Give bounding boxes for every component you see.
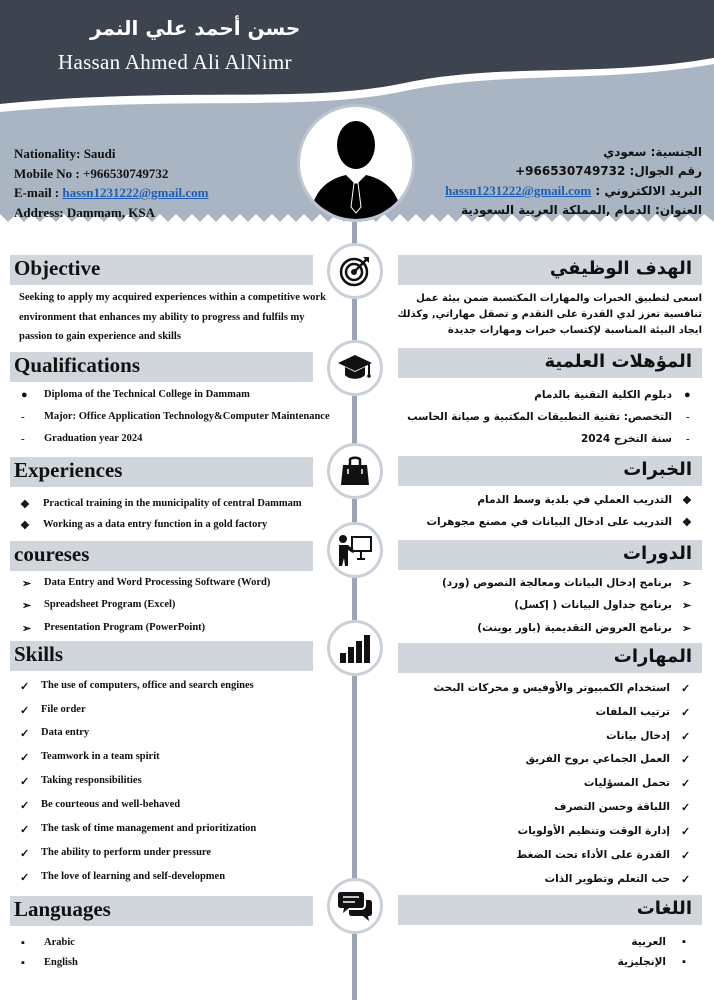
- qualification-item-ar: دبلوم الكلية التقنية بالدمام: [534, 389, 672, 401]
- course-marker: ➢: [22, 600, 32, 612]
- person-silhouette-icon: [300, 107, 412, 219]
- section-title-languages-ar: اللغات: [636, 898, 692, 919]
- qualification-marker-ar: -: [686, 411, 690, 423]
- section-title-objective-en: Objective: [14, 256, 101, 280]
- skill-marker: ✓: [20, 776, 30, 788]
- skill-item-ar: استخدام الكمبيوتر والأوفيس و محركات البحث: [433, 682, 670, 694]
- language-item-ar: العربية: [631, 936, 666, 948]
- experience-marker-ar: ❖: [682, 517, 692, 529]
- skill-item-en: The task of time management and prioritization: [41, 823, 257, 834]
- mobile-ar: رقم الجوال: 966530749732+: [515, 164, 702, 178]
- skill-marker: ✓: [20, 800, 30, 812]
- objective-text-ar: اسعى لتطبيق الخبرات والمهارات المكتسبة ضمن بيئة عمل تنافسية تعزز لدي القدرة على التقدم و تصقل مهاراتي, وكذلك ايجاد البيئة المناسبة لإكتساب خبرات ومهارات جديدة: [397, 293, 702, 336]
- course-item-ar: برنامج جداول البيانات ( إكسل): [514, 599, 672, 611]
- skill-item-ar: ترتيب الملفات: [595, 706, 670, 718]
- chat-bubbles-icon: [337, 890, 373, 922]
- section-title-courses-en: coureses: [14, 542, 90, 566]
- skill-marker-ar: ✓: [681, 754, 691, 766]
- qualification-marker-ar: ●: [684, 389, 691, 401]
- skill-marker: ✓: [20, 705, 30, 717]
- skill-item-en: The use of computers, office and search engines: [41, 680, 254, 691]
- skill-item-en: The ability to perform under pressure: [41, 847, 212, 858]
- language-marker: ▪: [21, 937, 25, 949]
- section-title-experiences-en: Experiences: [14, 458, 123, 482]
- section-header-languages-en: [10, 896, 313, 926]
- course-marker-ar: ➢: [682, 600, 692, 612]
- qualification-marker: ●: [21, 389, 28, 401]
- address-ar: العنوان: الدمام ,المملكة العربية السعودية: [461, 203, 702, 217]
- qualification-marker: -: [21, 433, 25, 445]
- qualification-item-en: Graduation year 2024: [44, 433, 143, 444]
- language-marker-ar: ▪: [682, 956, 686, 968]
- section-header-languages-ar: [398, 895, 702, 925]
- skill-marker: ✓: [20, 681, 30, 693]
- email-row-ar: [445, 181, 702, 201]
- skill-marker: ✓: [20, 824, 30, 836]
- experience-item-en: Working as a data entry function in a gold factory: [43, 519, 268, 530]
- objective-text-en: Seeking to apply my acquired experiences within a competitive work environment that enhances my ability to progress and fulfils my passion to gain experience and skills: [19, 292, 326, 342]
- skill-marker-ar: ✓: [681, 850, 691, 862]
- section-title-skills-ar: المهارات: [613, 646, 692, 667]
- address-en: Address: Dammam, KSA: [14, 204, 155, 220]
- name-arabic: حسن أحمد علي النمر: [90, 16, 301, 40]
- experience-item-en: Practical training in the municipality of central Dammam: [43, 498, 302, 509]
- skill-item-ar: إدخال بيانات: [606, 730, 670, 742]
- section-title-languages-en: Languages: [14, 897, 111, 921]
- section-header-objective-en: [10, 255, 313, 285]
- email-label-en: E-mail :: [14, 185, 63, 200]
- skill-marker-ar: ✓: [681, 778, 691, 790]
- course-marker: ➢: [22, 578, 32, 590]
- skill-marker: ✓: [20, 752, 30, 764]
- skill-item-ar: حب التعلم وتطوير الذات: [544, 873, 670, 885]
- course-marker-ar: ➢: [682, 623, 692, 635]
- email-link-ar[interactable]: hassn1231222@gmail.com: [445, 183, 592, 198]
- experience-marker-ar: ❖: [682, 495, 692, 507]
- skill-marker-ar: ✓: [681, 707, 691, 719]
- language-item-ar: الإنجليزية: [617, 956, 666, 968]
- experience-item-ar: التدريب العملي في بلدية وسط الدمام: [477, 494, 672, 506]
- qualifications-icon-circle: [327, 340, 383, 396]
- section-header-experiences-ar: [398, 456, 702, 486]
- qualification-item-ar: سنة التخرج 2024: [580, 433, 672, 445]
- language-item-en: English: [44, 957, 78, 968]
- bar-chart-icon: [338, 631, 372, 665]
- experience-marker: ❖: [20, 520, 30, 532]
- contact-info-arabic: [445, 143, 702, 220]
- language-item-en: Arabic: [44, 937, 75, 948]
- skill-item-en: The love of learning and self-developmen: [41, 871, 226, 882]
- skill-marker: ✓: [20, 848, 30, 860]
- language-marker: ▪: [21, 957, 25, 969]
- nationality-en: Nationality: Saudi: [14, 146, 116, 161]
- skill-item-ar: تحمل المسؤليات: [583, 777, 670, 789]
- email-row-en: [14, 183, 208, 203]
- skill-item-en: Be courteous and well-behaved: [41, 799, 181, 810]
- skill-marker-ar: ✓: [681, 826, 691, 838]
- contact-info-english: [14, 144, 208, 222]
- section-title-objective-ar: الهدف الوظيفي: [549, 258, 692, 279]
- section-title-courses-ar: الدورات: [622, 543, 692, 564]
- section-title-experiences-ar: الخبرات: [623, 459, 692, 480]
- skill-marker: ✓: [20, 872, 30, 884]
- skill-item-ar: العمل الجماعي بروح الفريق: [525, 753, 670, 765]
- skill-item-ar: إدارة الوقت وتنظيم الأولويات: [517, 825, 670, 837]
- course-item-ar: برنامج العروض التقديمية (باور بوينت): [477, 622, 672, 634]
- languages-icon-circle: [327, 878, 383, 934]
- section-title-skills-en: Skills: [14, 642, 64, 666]
- language-marker-ar: ▪: [682, 936, 686, 948]
- course-marker: ➢: [22, 623, 32, 635]
- email-link-en[interactable]: hassn1231222@gmail.com: [62, 185, 209, 200]
- graduation-cap-icon: [337, 353, 373, 383]
- name-english: Hassan Ahmed Ali AlNimr: [58, 50, 292, 74]
- skill-marker-ar: ✓: [681, 731, 691, 743]
- course-item-en: Spreadsheet Program (Excel): [44, 599, 176, 610]
- qualification-item-en: Diploma of the Technical College in Dammam: [44, 389, 250, 400]
- section-header-qualifications-en: [10, 352, 313, 382]
- qualification-item-ar: التخصص: تقنية التطبيقات المكتبية و صيانة الحاسب: [407, 411, 672, 423]
- skill-marker: ✓: [20, 728, 30, 740]
- course-item-ar: برنامج إدخال البيانات ومعالجة النصوص (ورد): [441, 577, 672, 589]
- skill-item-en: Teamwork in a team spirit: [41, 751, 160, 762]
- section-header-experiences-en: [10, 457, 313, 487]
- presentation-icon: [337, 533, 373, 567]
- mobile-en: Mobile No : +966530749732: [14, 165, 169, 181]
- course-item-en: Data Entry and Word Processing Software (Word): [44, 577, 271, 588]
- email-label-ar: البريد الالكتروني :: [591, 184, 702, 198]
- skill-item-en: Taking responsibilities: [41, 775, 142, 786]
- qualification-marker-ar: -: [686, 433, 690, 445]
- skill-item-ar: القدرة على الأداء تحت الضغط: [516, 849, 670, 861]
- skill-item-en: File order: [41, 704, 86, 715]
- experiences-icon-circle: [327, 443, 383, 499]
- skill-marker-ar: ✓: [681, 683, 691, 695]
- section-header-objective-ar: [398, 255, 702, 285]
- qualification-marker: -: [21, 411, 25, 423]
- section-title-qualifications-ar: المؤهلات العلمية: [544, 351, 692, 372]
- courses-icon-circle: [327, 522, 383, 578]
- qualification-item-en: Major: Office Application Technology&Computer Maintenance: [44, 411, 330, 422]
- skill-marker-ar: ✓: [681, 802, 691, 814]
- profile-photo: [297, 104, 415, 222]
- section-header-courses-ar: [398, 540, 702, 570]
- course-item-en: Presentation Program (PowerPoint): [44, 622, 206, 633]
- section-header-skills-ar: [398, 643, 702, 673]
- skills-icon-circle: [327, 620, 383, 676]
- experience-marker: ❖: [20, 499, 30, 511]
- skill-item-en: Data entry: [41, 727, 90, 738]
- target-icon: [338, 254, 372, 288]
- section-title-qualifications-en: Qualifications: [14, 353, 141, 377]
- experience-item-ar: التدريب على ادخال البيانات في مصنع مجوهرات: [426, 516, 672, 528]
- section-header-courses-en: [10, 541, 313, 571]
- nationality-ar: الجنسية: سعودي: [603, 145, 702, 159]
- course-marker-ar: ➢: [682, 578, 692, 590]
- section-header-skills-en: [10, 641, 313, 671]
- skill-item-ar: اللباقة وحسن التصرف: [554, 801, 670, 813]
- briefcase-icon: [340, 455, 370, 487]
- section-header-qualifications-ar: [398, 348, 702, 378]
- skill-marker-ar: ✓: [681, 874, 691, 886]
